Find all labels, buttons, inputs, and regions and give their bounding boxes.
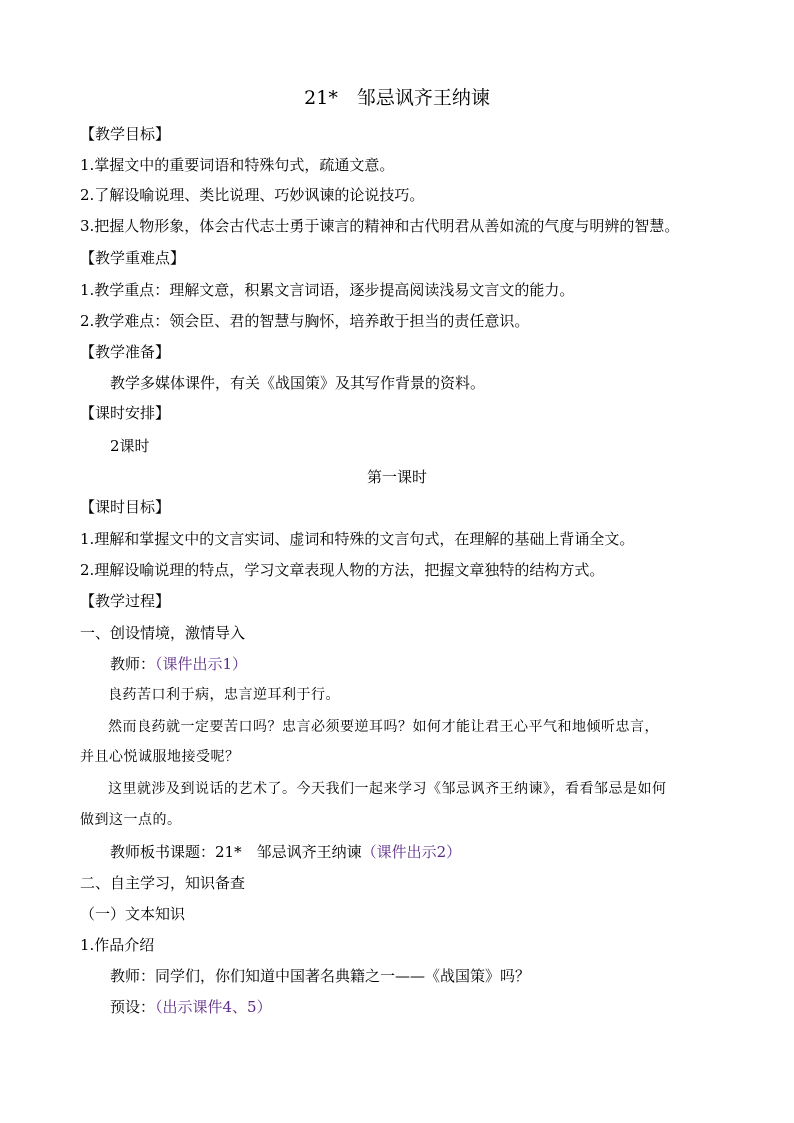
- preset-label: 预设：: [110, 998, 156, 1016]
- step-heading-1: 一、创设情境，激情导入: [80, 624, 246, 642]
- section-heading-lesson-goals: 【课时目标】: [80, 498, 171, 516]
- key-line-2: 2.教学难点：领会臣、君的智慧与胸怀，培养敢于担当的责任意识。: [80, 312, 530, 330]
- teacher-line-1: [110, 654, 247, 674]
- goal-line-3: 3.把握人物形象，体会古代志士勇于谏言的精神和古代明君从善如流的气度与明辨的智慧。: [80, 217, 680, 235]
- preset-line: [110, 997, 272, 1017]
- section-heading-process: 【教学过程】: [80, 592, 171, 610]
- section-heading-goals: 【教学目标】: [80, 125, 171, 143]
- lesson-title: 第一课时: [366, 468, 427, 486]
- quote-line-2a: 然而良药就一定要苦口吗？忠言必须要逆耳吗？如何才能让君王心平气和地倾听忠言，: [108, 719, 659, 735]
- section-heading-prep: 【教学准备】: [80, 343, 171, 361]
- goal-line-2: 2.了解设喻说理、类比说理、巧妙讽谏的论说技巧。: [80, 186, 425, 204]
- quote-line-3a: 这里就涉及到说话的艺术了。今天我们一起来学习《邹忌讽齐王纳谏》，看看邹忌是如何: [108, 781, 667, 797]
- key-line-1: 1.教学重点：理解文意，积累文言词语，逐步提高阅读浅易文言文的能力。: [80, 281, 575, 299]
- goal-line-1: 1.掌握文中的重要词语和特殊句式，疏通文意。: [80, 156, 395, 174]
- quote-line-3b: 做到这一点的。: [80, 812, 182, 828]
- courseware-note-1: （课件出示1）: [155, 655, 248, 673]
- sub-heading-1: （一）文本知识: [80, 905, 186, 923]
- prep-line: 教学多媒体课件，有关《战国策》及其写作背景的资料。: [110, 374, 486, 392]
- quote-line-2b: 并且心悦诚服地接受呢？: [80, 749, 240, 765]
- section-heading-schedule: 【课时安排】: [80, 404, 171, 422]
- quote-line-1: 良药苦口利于病，忠言逆耳利于行。: [108, 687, 340, 703]
- lesson-goal-line-1: 1.理解和掌握文中的文言实词、虚词和特殊的文言句式，在理解的基础上背诵全文。: [80, 530, 635, 548]
- courseware-note-2: （课件出示2）: [361, 843, 462, 861]
- courseware-note-3: （出示课件4、5）: [155, 998, 272, 1016]
- board-line: [110, 842, 461, 862]
- page-title: 21* 邹忌讽齐王纳谏: [304, 87, 490, 109]
- section-heading-key: 【教学重难点】: [80, 249, 186, 267]
- board-text: 教师板书课题：21* 邹忌讽齐王纳谏: [110, 843, 362, 861]
- schedule-line: 2课时: [110, 437, 150, 455]
- item-heading-1: 1.作品介绍: [80, 936, 155, 954]
- teacher-label: 教师：: [110, 655, 156, 673]
- step-heading-2: 二、自主学习，知识备查: [80, 874, 246, 892]
- lesson-goal-line-2: 2.理解设喻说理的特点，学习文章表现人物的方法，把握文章独特的结构方式。: [80, 561, 605, 579]
- teacher-line-2: 教师：同学们，你们知道中国著名典籍之一——《战国策》吗？: [110, 967, 531, 985]
